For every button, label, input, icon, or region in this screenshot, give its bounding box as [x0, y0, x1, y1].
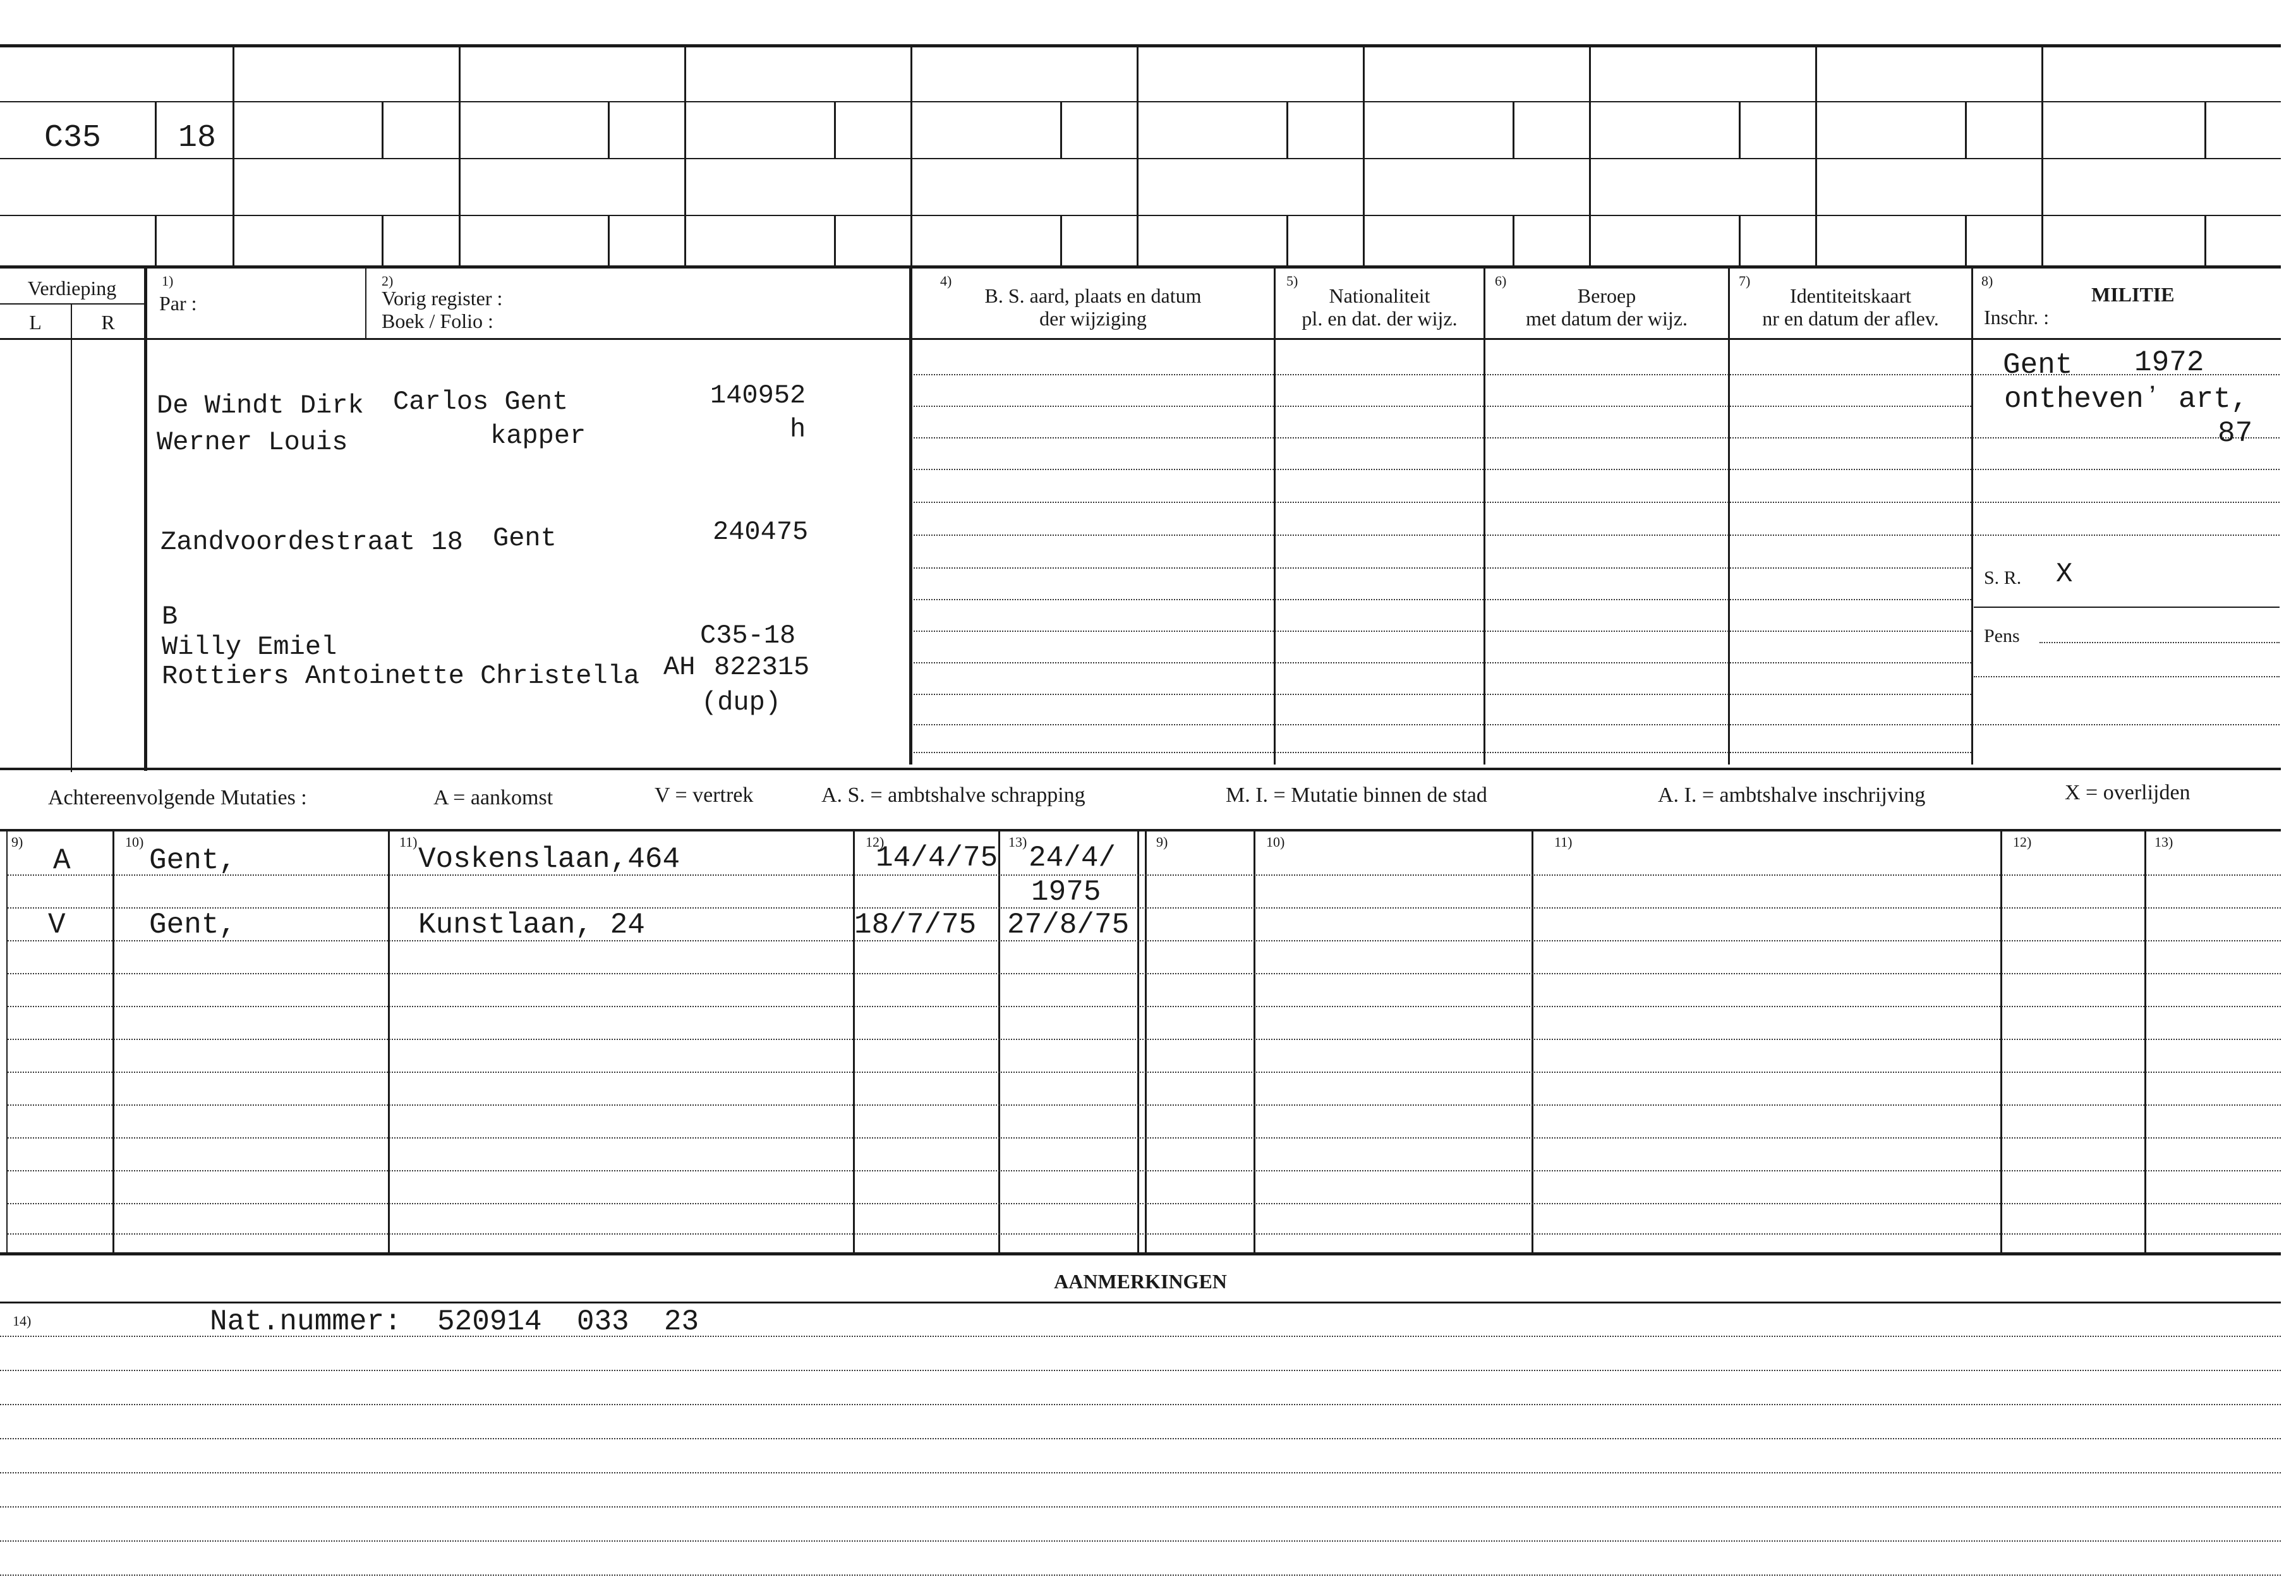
col5-line2: pl. en dat. der wijz.: [1302, 307, 1458, 330]
birth-code: 140952: [710, 380, 806, 411]
sr-label: S. R.: [1984, 567, 2022, 588]
verdieping-l: L: [29, 311, 42, 334]
legend-mi: M. I. = Mutatie binnen de stad: [1226, 783, 1487, 807]
father: Willy Emiel: [162, 632, 337, 662]
remarks-rule: [0, 1302, 2281, 1303]
address: Zandvoordestraat 18: [160, 527, 463, 557]
remarks-title: AANMERKINGEN: [1054, 1270, 1227, 1293]
col8-title: MILITIE: [2091, 283, 2175, 306]
remarks-num: 14): [13, 1313, 32, 1329]
mutation-row1-city: Gent,: [149, 844, 237, 877]
col2-line1: Vorig register :: [382, 287, 503, 310]
col7-line2: nr en datum der aflev.: [1762, 307, 1939, 330]
mut-h10-right: 10): [1266, 834, 1285, 850]
col4-line1: B. S. aard, plaats en datum: [984, 284, 1202, 307]
person-name-line1: De Windt Dirk: [157, 390, 364, 421]
mutation-row1-date13: 24/4/: [1029, 842, 1116, 874]
top-number: 18: [178, 120, 217, 156]
letter: B: [162, 602, 178, 632]
mut-h9-left: 9): [11, 834, 23, 850]
col7-num: 7): [1739, 273, 1751, 289]
mutation-row2-date13: 27/8/75: [1007, 909, 1130, 941]
col5-label: [1276, 284, 1483, 330]
top-code: C35: [44, 120, 102, 156]
nat-number-label: Nat.nummer:: [210, 1305, 402, 1338]
legend-x: X = overlijden: [2065, 781, 2190, 804]
verdieping-r: R: [101, 311, 115, 334]
mut-h13-left: 13): [1008, 834, 1027, 850]
col2-num: 2): [382, 273, 394, 289]
col1-label: Par :: [159, 292, 197, 315]
address-city: Gent: [493, 523, 557, 553]
suffix: h: [790, 414, 806, 445]
mut-h11-left: 11): [399, 834, 418, 850]
col4-line2: der wijziging: [1039, 307, 1147, 330]
mut-h10-left: 10): [125, 834, 144, 850]
col8-inschr: Inschr. :: [1984, 306, 2050, 329]
mut-h12-left: 12): [866, 834, 885, 850]
col6-line1: Beroep: [1577, 284, 1636, 307]
col7-label: [1730, 284, 1971, 330]
legend-ai: A. I. = ambtshalve inschrijving: [1658, 783, 1926, 807]
col6-num: 6): [1495, 273, 1507, 289]
col2-label: [382, 287, 502, 332]
mutation-row1-date13b: 1975: [1031, 876, 1101, 909]
mut-h12-right: 12): [2013, 834, 2032, 850]
verdieping-label: Verdieping: [27, 277, 117, 299]
mother: Rottiers Antoinette Christella: [162, 661, 640, 691]
legend-top-rule: [0, 768, 2281, 770]
pens-label: Pens: [1984, 626, 2020, 646]
col6-label: [1485, 284, 1728, 330]
militie-line3: 87: [2218, 417, 2253, 450]
ref: C35-18: [700, 620, 796, 651]
person-name-line1b: Carlos Gent: [393, 387, 569, 417]
col6-line2: met datum der wijz.: [1526, 307, 1688, 330]
nat-number-value: 520914 033 23: [437, 1305, 699, 1338]
mutation-row1-type: A: [53, 844, 71, 877]
mutation-row2-city: Gent,: [149, 909, 237, 941]
legend-a: A = aankomst: [433, 786, 553, 809]
col5-line1: Nationaliteit: [1329, 284, 1430, 307]
mutation-row2-type: V: [48, 909, 66, 941]
legend-as: A. S. = ambtshalve schrapping: [821, 783, 1085, 807]
register-date: 240475: [713, 517, 809, 547]
legend-title: Achtereenvolgende Mutaties :: [48, 786, 307, 809]
mut-h9-right: 9): [1156, 834, 1168, 850]
person-name-line2: Werner Louis: [157, 427, 348, 457]
col8-num: 8): [1981, 273, 1993, 289]
militie-line2: onthevenʼ art,: [2004, 383, 2249, 416]
ah-number: 822315: [714, 652, 810, 682]
col7-line1: Identiteitskaart: [1790, 284, 1911, 307]
mutation-row2-street: Kunstlaan, 24: [418, 909, 645, 941]
dup: (dup): [701, 687, 782, 718]
occupation: kapper: [490, 421, 586, 451]
col4-num: 4): [940, 273, 952, 289]
militie-year: 1972: [2134, 346, 2204, 379]
mut-h13-right: 13): [2154, 834, 2173, 850]
col4-label: [912, 284, 1274, 330]
mutation-row1-street: Voskenslaan,464: [418, 843, 680, 876]
mut-h11-right: 11): [1554, 834, 1573, 850]
col2-line2: Boek / Folio :: [382, 310, 493, 332]
militie-line1: Gent: [2003, 349, 2073, 382]
sr-value: X: [2056, 559, 2073, 590]
legend-v: V = vertrek: [655, 783, 754, 807]
col5-num: 5): [1286, 273, 1298, 289]
mutation-row1-date12: 14/4/75: [876, 842, 998, 874]
ah-prefix: AH: [663, 652, 696, 682]
mutation-row2-date12: 18/7/75: [854, 909, 977, 941]
col1-num: 1): [162, 273, 174, 289]
